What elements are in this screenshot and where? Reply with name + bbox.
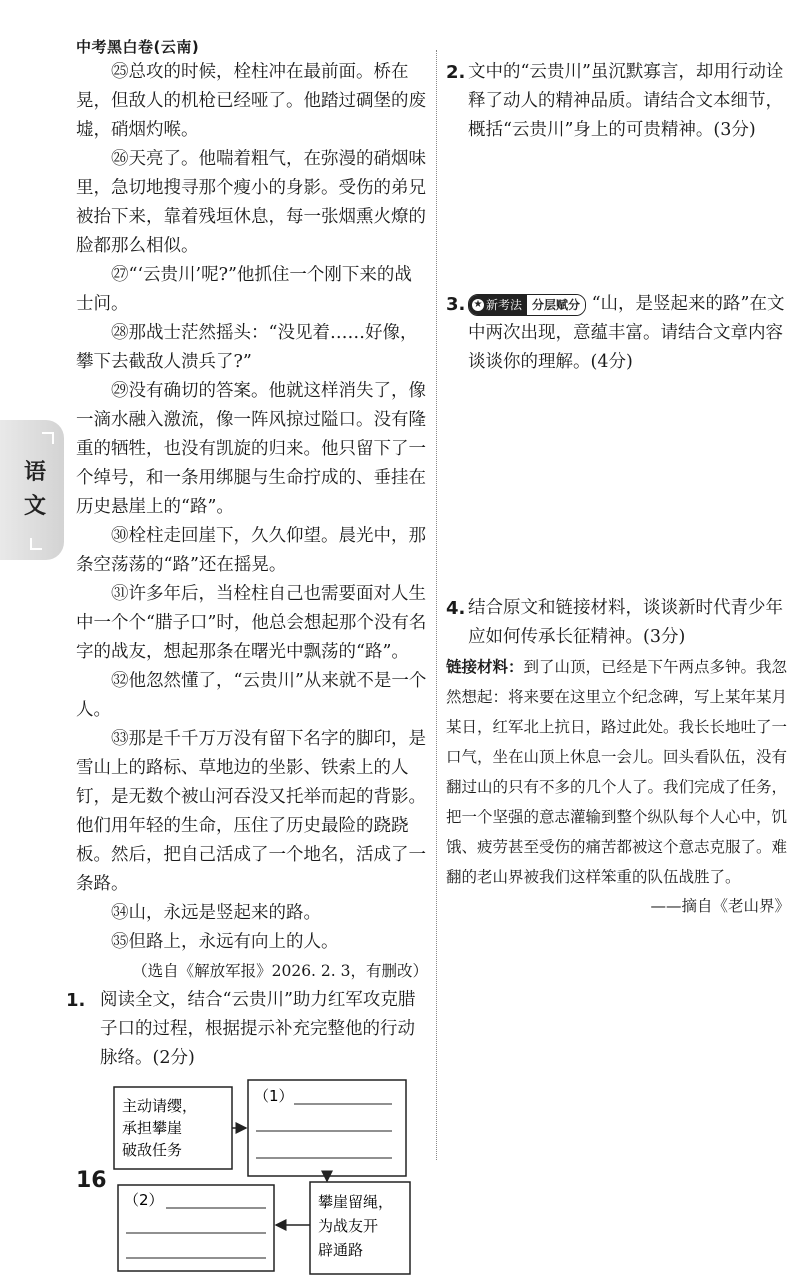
passage-paragraph-26: ㉖天亮了。他喘着粗气，在弥漫的硝烟味里，急切地搜寻那个瘦小的身影。受伤的弟兄被抬下来，靠着残垣休息，每一张烟熏火燎的脸都那么相似。 (76, 149, 426, 256)
passage-paragraph-25: ㉕总攻的时候，栓柱冲在最前面。桥在晃，但敌人的机枪已经哑了。他踏过碉堡的废墟，硝烟灼喉。 (76, 62, 426, 140)
link-material-label: 链接材料： (446, 658, 524, 676)
passage-paragraph-31: ㉛许多年后，当栓柱自己也需要面对人生中一个个“腊子口”时，他总会想起那个没有名字的战友，想起那条在曙光中飘荡的“路”。 (76, 584, 427, 662)
question-1 (66, 986, 428, 1073)
question-3 (446, 290, 790, 377)
column-divider (436, 50, 437, 1160)
question-number: 4. (446, 598, 466, 619)
question-number: 3. (446, 294, 466, 315)
subject-label (20, 456, 50, 524)
question-2 (446, 58, 790, 145)
flow-box-3-line-3: 辟通路 (318, 1241, 364, 1259)
action-flowchart (76, 1077, 428, 1287)
corner-mark-top (42, 432, 54, 444)
question-number: 2. (446, 62, 466, 83)
book-header-title: 中考黑白卷(云南) (76, 38, 200, 56)
passage-paragraph-32: ㉜他忽然懂了，“云贵川”从来就不是一个人。 (76, 671, 427, 720)
question-3-body: “山，是竖起来的路”在文中两次出现，意蕴丰富。请结合文章内容谈谈你的理解。(4分) (468, 294, 785, 372)
passage-column (66, 58, 428, 1287)
passage-paragraph-29: ㉙没有确切的答案。他就这样消失了，像一滴水融入激流，像一阵风掠过隘口。没有隆重的牺牲，也没有凯旋的归来。他只留下了一个绰号，和一条用绑腿与生命拧成的、垂挂在历史悬崖上的“路”。 (76, 381, 426, 517)
flow-box-3-line-1: 攀崖留绳， (318, 1193, 394, 1211)
passage-paragraph-33: ㉝那是千千万万没有留下名字的脚印，是雪山上的路标、草地边的坐影、铁索上的人钉，是无数个被山河吞没又托举而起的背影。他们用年轻的生命，压住了历史最险的跷跷板。然后，把自己活成了一个地名，活成了一条路。 (76, 729, 426, 894)
passage-paragraph-35: ㉟但路上，永远有向上的人。 (111, 932, 339, 952)
link-material (446, 652, 790, 892)
question-text (446, 290, 790, 377)
passage-paragraph-27: ㉗“‘云贵川’呢?”他抓住一个刚下来的战士问。 (76, 265, 412, 314)
corner-mark-bottom (30, 538, 42, 550)
passage-paragraph-34: ㉞山，永远是竖起来的路。 (111, 903, 321, 923)
new-method-badge (468, 294, 586, 316)
flow-blank-2-label: （2） (124, 1191, 164, 1209)
passage-paragraph-28: ㉘那战士茫然摇头：“没见着……好像，攀下去截敌人溃兵了?” (76, 323, 418, 372)
flow-box-1-line-1: 主动请缨， (122, 1097, 198, 1115)
subject-side-tab (0, 420, 64, 560)
badge-dark (469, 295, 527, 315)
badge-dark-label: 新考法 (486, 297, 523, 312)
flow-box-3-line-2: 为战友开 (318, 1217, 379, 1235)
passage-source: （选自《解放军报》2026. 2. 3，有删改） (132, 962, 428, 980)
page-number: 16 (76, 1168, 107, 1193)
star-icon: ★ (473, 298, 483, 310)
flow-blank-1-label: （1） (254, 1087, 294, 1105)
link-material-source: ——摘自《老山界》 (650, 897, 790, 915)
subject-char-1: 语 (23, 460, 46, 485)
question-text: 文中的“云贵川”虽沉默寡言，却用行动诠释了动人的精神品质。请结合文本细节，概括“云贵川”身上的可贵精神。(3分) (468, 62, 784, 140)
flow-box-1-line-2: 承担攀崖 (122, 1119, 183, 1137)
question-text: 结合原文和链接材料，谈谈新时代青少年应如何传承长征精神。(3分) (468, 598, 783, 647)
question-4 (446, 594, 790, 921)
subject-char-2: 文 (23, 494, 46, 519)
flow-box-1-line-3: 破敌任务 (122, 1141, 183, 1159)
question-number: 1. (66, 990, 86, 1011)
passage-paragraph-30: ㉚栓柱走回崖下，久久仰望。晨光中，那条空荡荡的“路”还在摇晃。 (76, 526, 426, 575)
badge-light-label: 分层赋分 (527, 295, 585, 315)
link-material-text: 到了山顶，已经是下午两点多钟。我忽然想起：将来要在这里立个纪念碑，写上某年某月某日，红军北上抗日，路过此处。我长长地吐了一口气，坐在山顶上休息一会儿。回头看队伍，没有翻过山的只有不多的几个人了。我们完成了任务，把一个坚强的意志灌输到整个纵队每个人心中，饥饿、疲劳甚至受伤的痛苦都被这个意志克服了。难翻的老山界被我们这样笨重的队伍战胜了。 (446, 658, 788, 886)
question-text: 阅读全文，结合“云贵川”助力红军攻克腊子口的过程，根据提示补充完整他的行动脉络。(2分) (100, 990, 416, 1068)
